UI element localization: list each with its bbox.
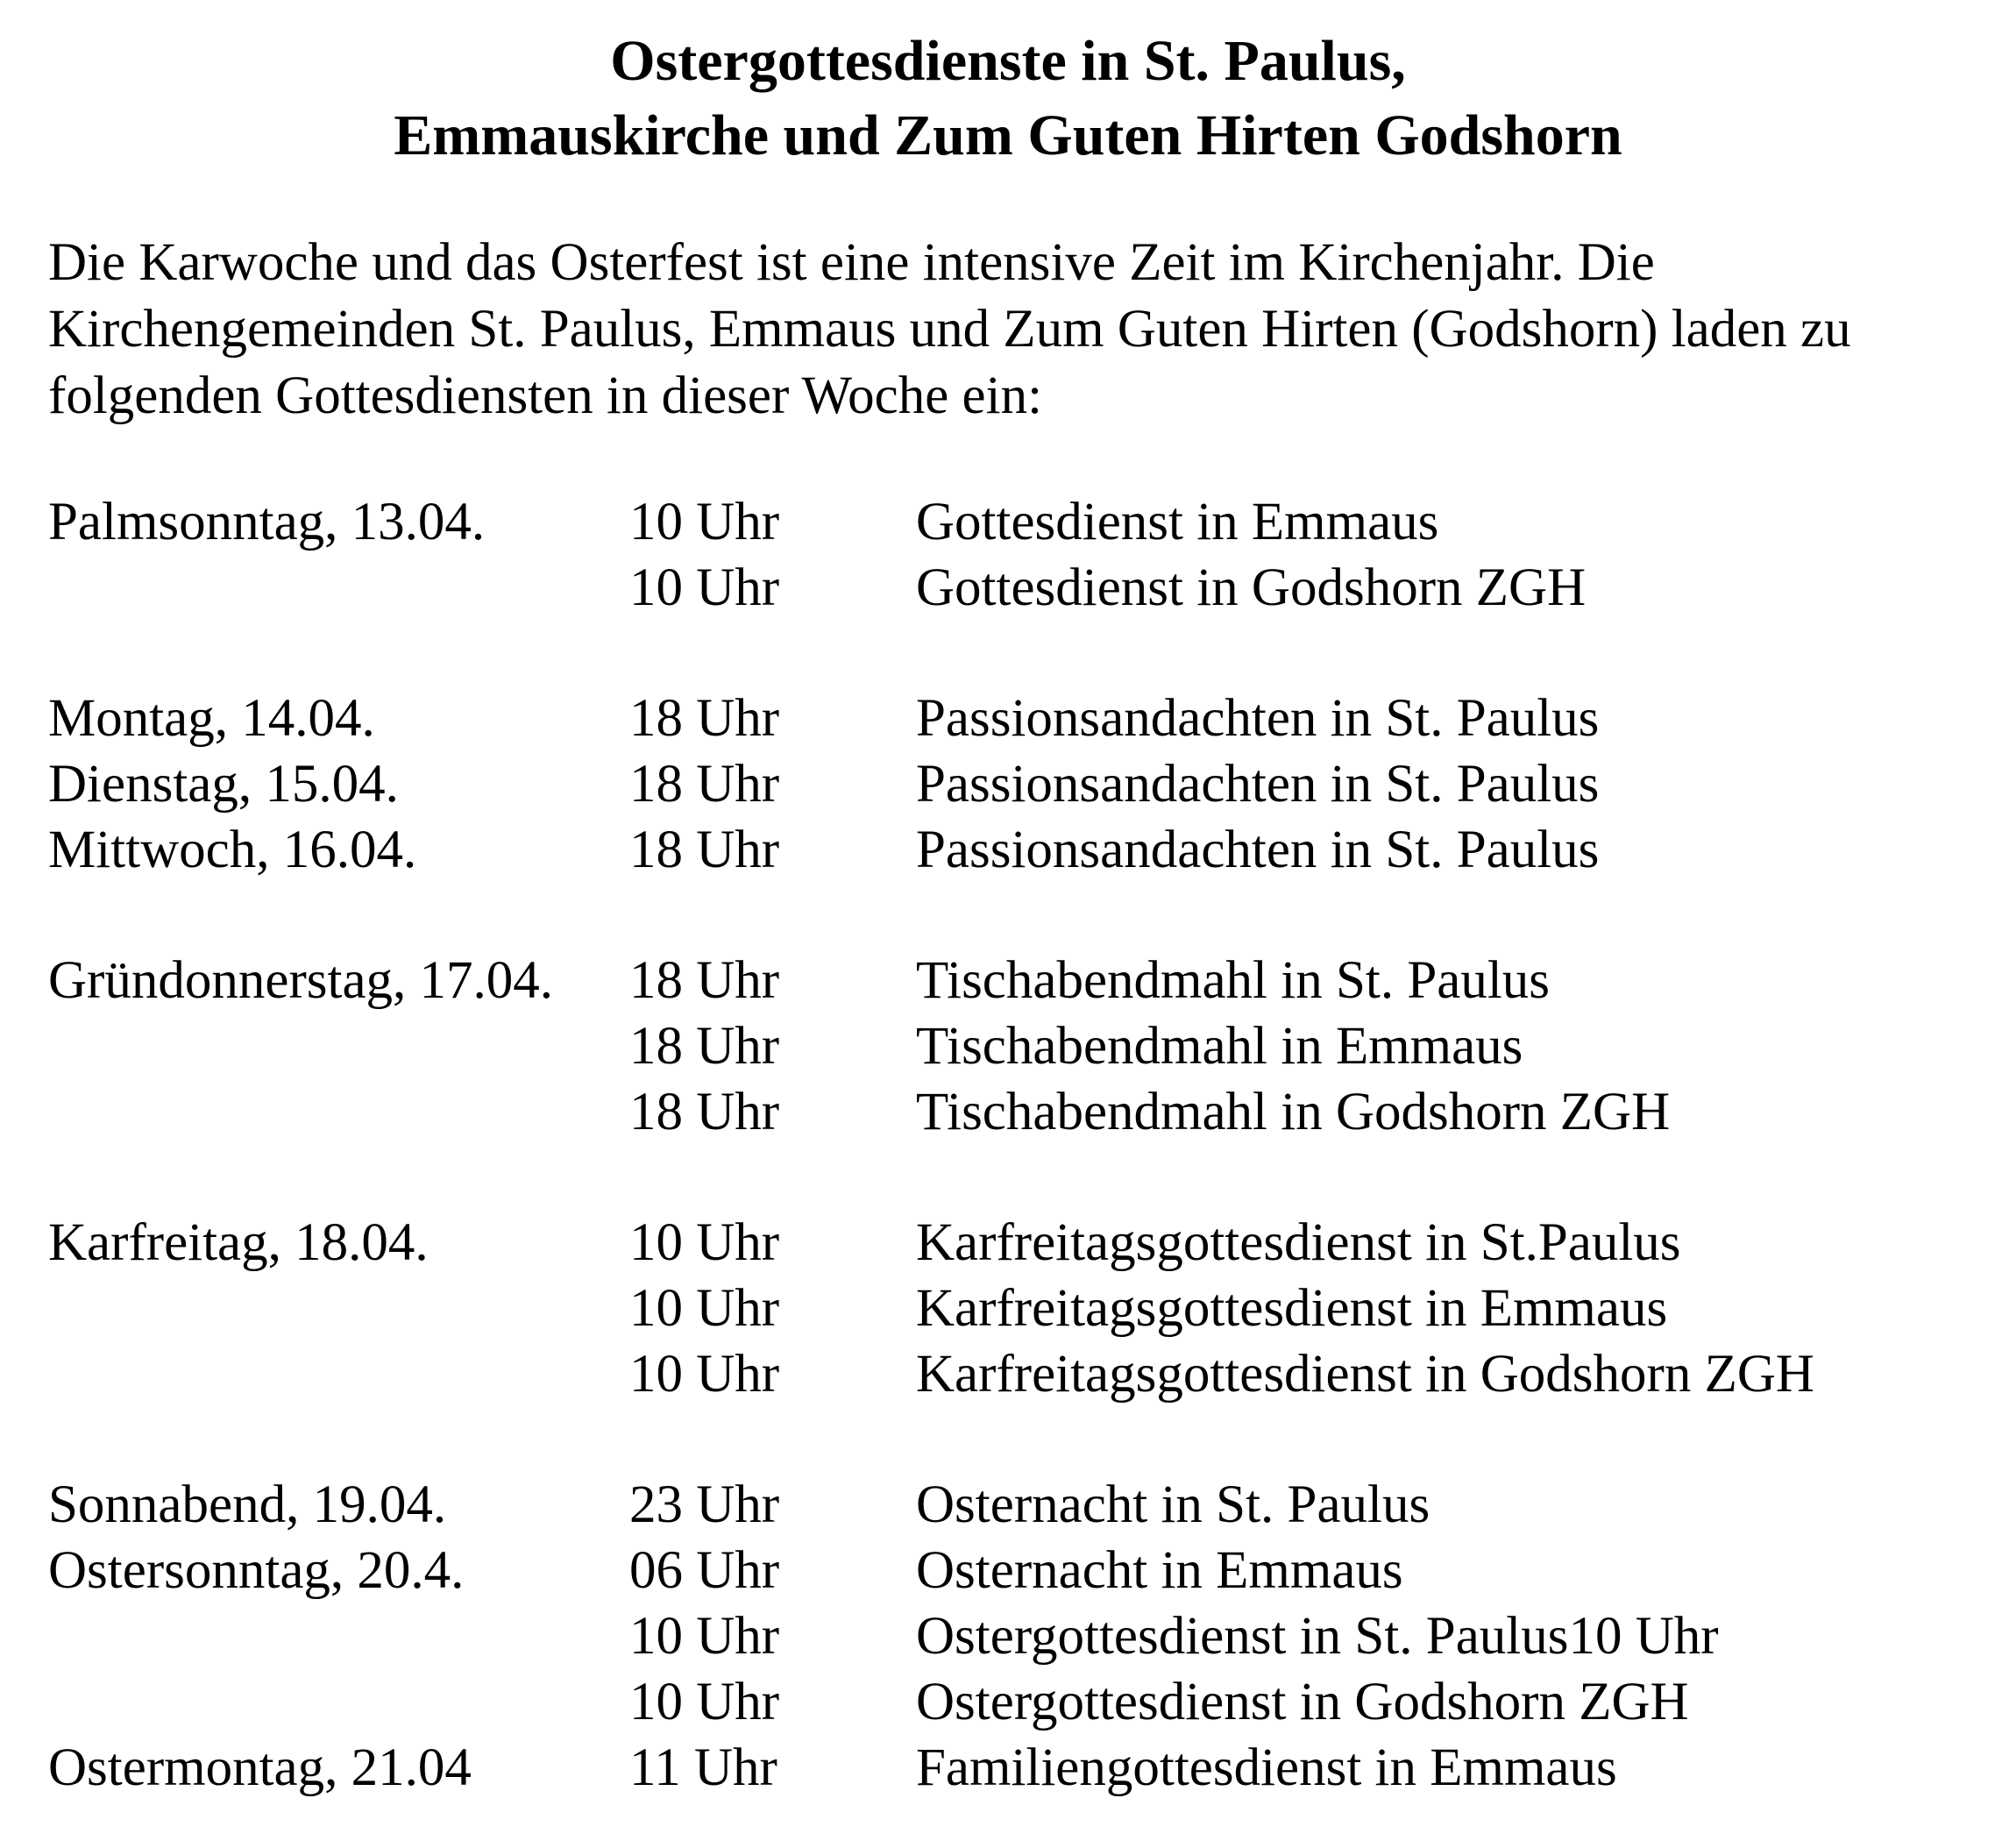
schedule-event: Karfreitagsgottesdienst in Emmaus bbox=[916, 1279, 1668, 1338]
schedule-day: Palmsonntag, 13.04. bbox=[48, 493, 486, 551]
schedule-time: 10 Uhr bbox=[629, 1673, 780, 1731]
schedule-time: 10 Uhr bbox=[629, 1607, 780, 1666]
schedule-row bbox=[48, 1079, 1994, 1145]
schedule-row bbox=[48, 751, 1994, 817]
schedule-time: 18 Uhr bbox=[629, 821, 780, 879]
schedule-time: 11 Uhr bbox=[629, 1738, 777, 1797]
schedule-event: Tischabendmahl in St. Paulus bbox=[916, 951, 1551, 1010]
schedule-day: Ostersonntag, 20.4. bbox=[48, 1541, 465, 1600]
schedule-time: 10 Uhr bbox=[629, 1345, 780, 1404]
service-schedule bbox=[48, 489, 1994, 1801]
schedule-time: 06 Uhr bbox=[629, 1541, 780, 1600]
schedule-day: Sonnabend, 19.04. bbox=[48, 1475, 447, 1534]
intro-line-1: Die Karwoche und das Osterfest ist eine intensive Zeit im Kirchenjahr. Die bbox=[48, 233, 1655, 292]
schedule-event: Passionsandachten in St. Paulus bbox=[916, 689, 1600, 748]
schedule-event: Karfreitagsgottesdienst in Godshorn ZGH bbox=[916, 1345, 1814, 1404]
schedule-event: Tischabendmahl in Emmaus bbox=[916, 1017, 1523, 1076]
schedule-event: Passionsandachten in St. Paulus bbox=[916, 755, 1600, 814]
schedule-time: 18 Uhr bbox=[629, 755, 780, 814]
schedule-day: Ostermontag, 21.04 bbox=[48, 1738, 472, 1797]
schedule-day: Dienstag, 15.04. bbox=[48, 755, 399, 814]
schedule-time: 10 Uhr bbox=[629, 558, 780, 617]
schedule-day: Karfreitag, 18.04. bbox=[48, 1213, 429, 1272]
intro-paragraph bbox=[48, 230, 1994, 430]
schedule-row bbox=[48, 555, 1994, 621]
schedule-time: 18 Uhr bbox=[629, 1017, 780, 1076]
schedule-row bbox=[48, 1210, 1994, 1276]
schedule-row bbox=[48, 948, 1994, 1013]
schedule-event: Tischabendmahl in Godshorn ZGH bbox=[916, 1083, 1671, 1141]
schedule-time: 10 Uhr bbox=[629, 493, 780, 551]
schedule-day: Gründonnerstag, 17.04. bbox=[48, 951, 554, 1010]
schedule-row bbox=[48, 1669, 1994, 1735]
schedule-event: Gottesdienst in Emmaus bbox=[916, 493, 1439, 551]
schedule-event: Ostergottesdienst in St. Paulus10 Uhr bbox=[916, 1607, 1719, 1666]
schedule-event: Ostergottesdienst in Godshorn ZGH bbox=[916, 1673, 1689, 1731]
schedule-time: 18 Uhr bbox=[629, 689, 780, 748]
schedule-event: Osternacht in Emmaus bbox=[916, 1541, 1403, 1600]
schedule-row bbox=[48, 817, 1994, 883]
schedule-event: Gottesdienst in Godshorn ZGH bbox=[916, 558, 1587, 617]
schedule-row bbox=[48, 1472, 1994, 1538]
schedule-event: Karfreitagsgottesdienst in St.Paulus bbox=[916, 1213, 1681, 1272]
schedule-row bbox=[48, 1735, 1994, 1801]
schedule-time: 18 Uhr bbox=[629, 951, 780, 1010]
document-title-line-1: Ostergottesdienste in St. Paulus, bbox=[610, 29, 1406, 93]
intro-line-3: folgenden Gottesdiensten in dieser Woche ein: bbox=[48, 366, 1043, 425]
schedule-row bbox=[48, 1603, 1994, 1669]
schedule-row bbox=[48, 1276, 1994, 1341]
schedule-time: 23 Uhr bbox=[629, 1475, 780, 1534]
intro-line-2: Kirchengemeinden St. Paulus, Emmaus und Zum Guten Hirten (Godshorn) laden zu bbox=[48, 300, 1851, 359]
document-title-line-2: Emmauskirche und Zum Guten Hirten Godshorn bbox=[394, 103, 1622, 167]
schedule-day: Montag, 14.04. bbox=[48, 689, 375, 748]
schedule-time: 10 Uhr bbox=[629, 1213, 780, 1272]
schedule-row bbox=[48, 489, 1994, 555]
schedule-event: Passionsandachten in St. Paulus bbox=[916, 821, 1600, 879]
schedule-day: Mittwoch, 16.04. bbox=[48, 821, 417, 879]
schedule-row bbox=[48, 1538, 1994, 1603]
schedule-row bbox=[48, 1013, 1994, 1079]
schedule-event: Osternacht in St. Paulus bbox=[916, 1475, 1430, 1534]
schedule-time: 10 Uhr bbox=[629, 1279, 780, 1338]
schedule-event: Familiengottesdienst in Emmaus bbox=[916, 1738, 1617, 1797]
schedule-time: 18 Uhr bbox=[629, 1083, 780, 1141]
schedule-row bbox=[48, 1341, 1994, 1407]
schedule-row bbox=[48, 686, 1994, 751]
